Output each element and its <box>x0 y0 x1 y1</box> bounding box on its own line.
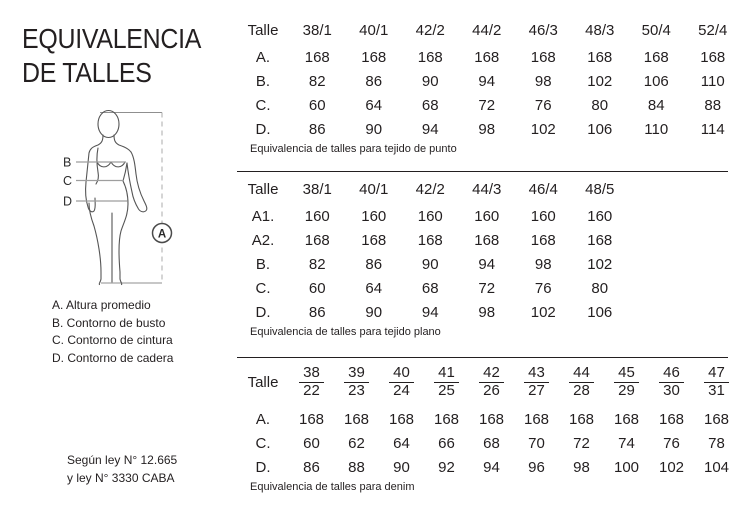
table-cell: 168 <box>298 410 325 428</box>
table-cell: 168 <box>587 231 613 249</box>
table-cell: 86 <box>365 255 383 273</box>
table-cell: 62 <box>348 434 365 452</box>
table-cell: 110 <box>644 120 669 138</box>
column-header: 48/3 <box>585 21 615 39</box>
column-header: $\frac{42}{26}$ <box>469 366 514 398</box>
legal-footnote-line2: y ley N° 3330 CABA <box>67 470 175 485</box>
column-header: $\frac{41}{25}$ <box>424 366 469 398</box>
table-cell: 168 <box>474 48 500 66</box>
table-cell: 64 <box>365 96 383 114</box>
table-cell: 70 <box>528 434 545 452</box>
table-cell: 98 <box>478 303 496 321</box>
column-header: 50/4 <box>641 21 671 39</box>
table-cell: 168 <box>643 48 669 66</box>
column-header: $\frac{47}{31}$ <box>694 366 739 398</box>
table-cell: 94 <box>421 120 439 138</box>
table-cell: 76 <box>534 279 552 297</box>
legal-footnote-line1: Según ley N° 12.665 <box>67 453 178 467</box>
column-header: $\frac{43}{27}$ <box>514 366 559 398</box>
table-cell: 168 <box>343 410 370 428</box>
column-header: $\frac{38}{22}$ <box>289 366 334 398</box>
table-cell: 92 <box>438 458 455 476</box>
table-cell: 88 <box>348 458 365 476</box>
figure-label-d: D <box>63 194 73 209</box>
table-cell: 168 <box>474 231 500 249</box>
table-cell: 94 <box>483 458 500 476</box>
table-cell: 60 <box>308 96 326 114</box>
table-cell: 168 <box>361 231 387 249</box>
row-label: B. <box>255 255 271 273</box>
table-grid <box>237 177 731 324</box>
height-reference-lines <box>100 113 162 284</box>
table-cell: 168 <box>587 48 613 66</box>
row-label: A1. <box>251 207 275 225</box>
table-cell: 168 <box>417 48 443 66</box>
table-cell: 168 <box>523 410 550 428</box>
column-header: $\frac{40}{24}$ <box>379 366 424 398</box>
column-header: 46/3 <box>528 21 558 39</box>
table-cell: 98 <box>478 120 496 138</box>
table-tejido-de-punto <box>237 18 731 155</box>
table-cell: 168 <box>478 410 505 428</box>
table-cell: 168 <box>417 231 443 249</box>
page-title <box>22 22 201 90</box>
table-cell: 72 <box>478 96 496 114</box>
table-cell: 90 <box>365 120 383 138</box>
table-cell: 64 <box>365 279 383 297</box>
table-cell: 90 <box>421 72 439 90</box>
table-cell: 102 <box>530 120 556 138</box>
table-cell: 110 <box>700 72 725 90</box>
table-cell: 160 <box>530 207 556 225</box>
column-header: 52/4 <box>698 21 728 39</box>
table-grid <box>237 364 731 479</box>
column-header: 38/1 <box>302 180 332 198</box>
table-cell: 86 <box>365 72 383 90</box>
table-cell: 98 <box>534 255 552 273</box>
table-cell: 160 <box>474 207 500 225</box>
figure-label-b: B <box>63 155 72 170</box>
table-cell: 68 <box>421 279 439 297</box>
table-cell: 168 <box>568 410 595 428</box>
legend-item-altura: A. Altura promedio <box>52 298 151 312</box>
table-cell: 168 <box>388 410 415 428</box>
table-grid <box>237 18 731 141</box>
table-cell: 98 <box>573 458 590 476</box>
legal-footnote <box>67 452 177 487</box>
column-header: 38/1 <box>302 21 332 39</box>
measurement-lines <box>76 162 127 201</box>
figure-label-c: C <box>63 174 73 188</box>
column-header: 48/5 <box>585 180 615 198</box>
legend-item-busto: B. Contorno de busto <box>52 315 166 330</box>
table-cell: 106 <box>643 72 669 90</box>
column-header: $\frac{46}{30}$ <box>649 366 694 398</box>
column-header: 44/3 <box>472 180 502 198</box>
row-label: D. <box>255 458 271 476</box>
row-label: B. <box>255 72 271 90</box>
table-cell: 68 <box>421 96 439 114</box>
column-header: $\frac{39}{23}$ <box>334 366 379 398</box>
table-cell: 168 <box>658 410 685 428</box>
legend-item-cintura: C. Contorno de cintura <box>52 333 173 347</box>
female-silhouette-diagram <box>55 100 185 295</box>
table-cell: 160 <box>587 207 613 225</box>
body-outline <box>86 111 147 285</box>
table-cell: 88 <box>704 96 722 114</box>
table-cell: 72 <box>478 279 496 297</box>
table-cell: 82 <box>308 72 326 90</box>
table-tejido-plano <box>237 177 731 338</box>
table-cell: 86 <box>308 120 326 138</box>
table-cell: 102 <box>658 458 685 476</box>
table-caption: Equivalencia de talles para denim <box>250 481 415 493</box>
table-cell: 160 <box>304 207 330 225</box>
legend-item-cadera: D. Contorno de cadera <box>52 350 174 365</box>
column-header: $\frac{44}{28}$ <box>559 366 604 398</box>
table-cell: 72 <box>573 434 590 452</box>
column-header: 42/2 <box>415 180 445 198</box>
table-caption: Equivalencia de talles para tejido de punto <box>250 143 457 155</box>
table-cell: 66 <box>438 434 455 452</box>
table-cell: 94 <box>478 72 496 90</box>
measurement-figure <box>55 100 185 295</box>
row-label: C. <box>255 434 271 452</box>
table-cell: 102 <box>530 303 556 321</box>
table-cell: 76 <box>534 96 552 114</box>
column-header: 40/1 <box>359 180 389 198</box>
table-cell: 86 <box>308 303 326 321</box>
table-cell: 168 <box>613 410 640 428</box>
table-cell: 160 <box>417 207 443 225</box>
table-cell: 74 <box>618 434 635 452</box>
table-denim <box>237 364 731 493</box>
table-cell: 78 <box>708 434 725 452</box>
table-cell: 102 <box>587 255 613 273</box>
table-cell: 114 <box>700 120 725 138</box>
table-cell: 80 <box>591 279 609 297</box>
table-cell: 90 <box>421 255 439 273</box>
table-cell: 94 <box>421 303 439 321</box>
table-cell: 168 <box>304 231 330 249</box>
table-cell: 68 <box>483 434 500 452</box>
table-cell: 168 <box>700 48 726 66</box>
table-cell: 106 <box>587 303 613 321</box>
measurement-legend <box>52 297 173 367</box>
table-cell: 82 <box>308 255 326 273</box>
table-cell: 94 <box>478 255 496 273</box>
column-header: 42/2 <box>415 21 445 39</box>
table-cell: 64 <box>393 434 410 452</box>
table-cell: 168 <box>433 410 460 428</box>
table-header-label: Talle <box>247 21 279 39</box>
table-cell: 104 <box>703 458 730 476</box>
page-title-line1: EQUIVALENCIA <box>22 23 202 54</box>
table-cell: 96 <box>528 458 545 476</box>
table-cell: 90 <box>365 303 383 321</box>
table-cell: 98 <box>534 72 552 90</box>
row-label: C. <box>255 96 271 114</box>
table-cell: 168 <box>703 410 730 428</box>
table-cell: 90 <box>393 458 410 476</box>
row-label: A2. <box>251 231 275 249</box>
table-cell: 60 <box>308 279 326 297</box>
table-cell: 168 <box>530 231 556 249</box>
table-header-label: Talle <box>247 180 279 198</box>
section-divider <box>237 357 728 358</box>
column-header: 44/2 <box>472 21 502 39</box>
page-title-line2: DE TALLES <box>22 57 152 88</box>
table-cell: 168 <box>530 48 556 66</box>
table-cell: 60 <box>303 434 320 452</box>
figure-label-a: A <box>157 228 167 241</box>
table-cell: 160 <box>361 207 387 225</box>
table-cell: 168 <box>304 48 330 66</box>
table-cell: 86 <box>303 458 320 476</box>
row-label: A. <box>255 410 271 428</box>
column-header: $\frac{45}{29}$ <box>604 366 649 398</box>
table-cell: 106 <box>587 120 613 138</box>
row-label: D. <box>255 303 271 321</box>
table-header-label: Talle <box>247 373 279 391</box>
section-divider <box>237 171 728 172</box>
size-tables-panel <box>237 18 731 493</box>
row-label: A. <box>255 48 271 66</box>
column-header: 46/4 <box>528 180 558 198</box>
table-cell: 168 <box>361 48 387 66</box>
column-header: 40/1 <box>359 21 389 39</box>
table-cell: 76 <box>663 434 680 452</box>
row-label: D. <box>255 120 271 138</box>
table-cell: 100 <box>613 458 640 476</box>
row-label: C. <box>255 279 271 297</box>
table-cell: 80 <box>591 96 609 114</box>
table-caption: Equivalencia de talles para tejido plano <box>250 326 441 338</box>
table-cell: 84 <box>647 96 665 114</box>
table-cell: 102 <box>587 72 613 90</box>
